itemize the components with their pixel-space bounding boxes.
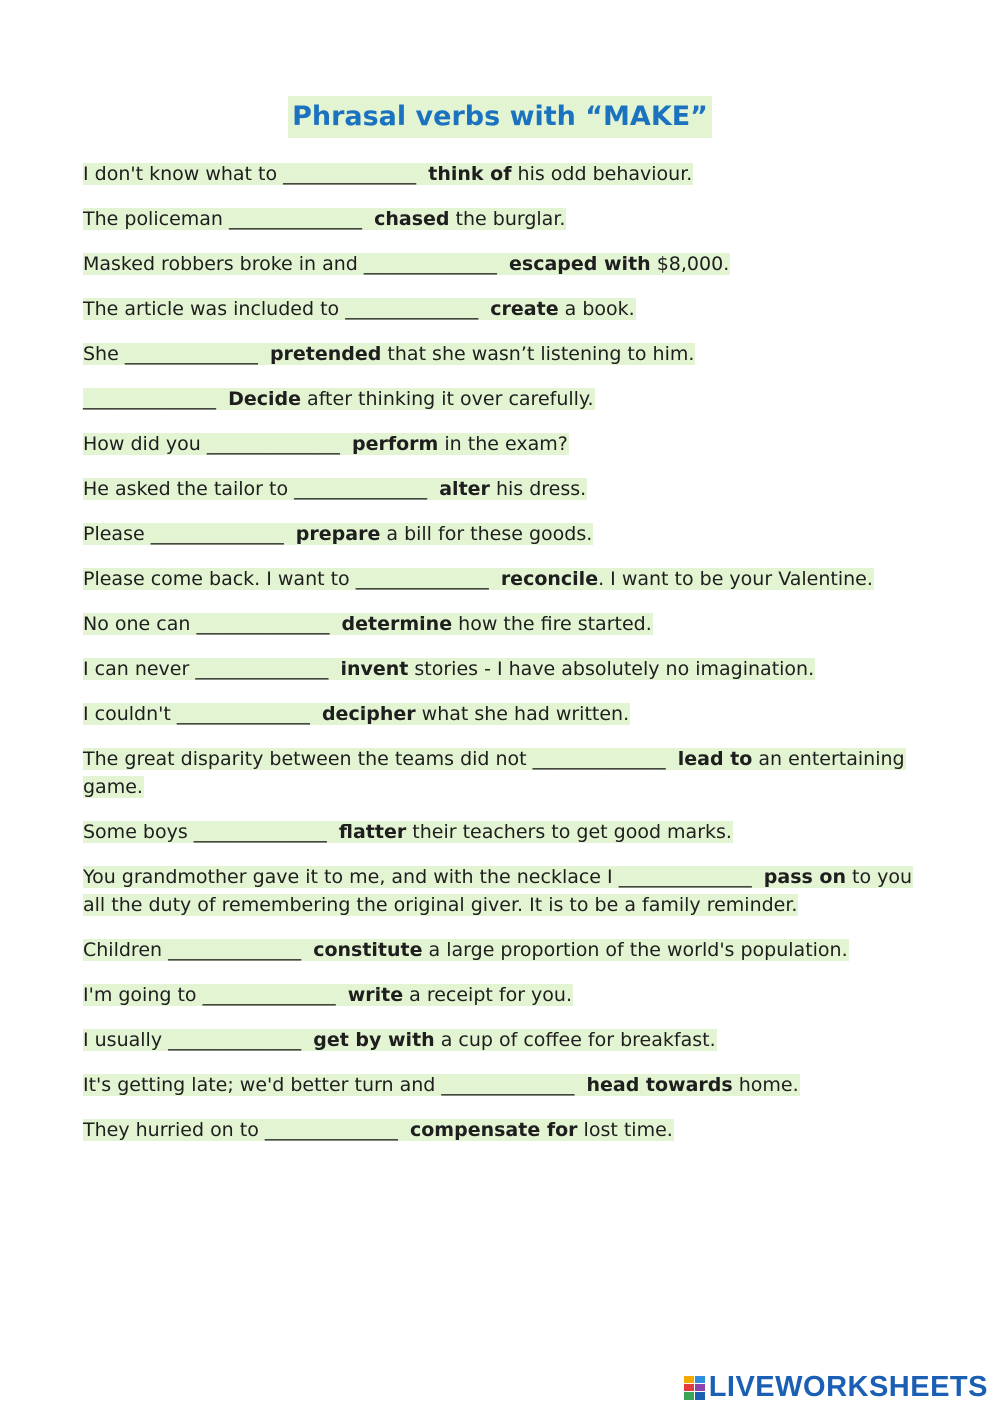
- exercise-sentence: [83, 475, 913, 503]
- answer-blank[interactable]: ______________: [196, 613, 330, 635]
- definition-verb: lead to: [677, 748, 753, 770]
- footer-logo[interactable]: [684, 1371, 988, 1404]
- sentence-before-text: They hurried on to: [83, 1119, 265, 1141]
- page-title: Phrasal verbs with “MAKE”: [288, 96, 712, 138]
- sentence-after-text: a receipt for you.: [403, 984, 572, 1006]
- exercise-sentence: [83, 160, 913, 188]
- definition-verb: create: [490, 298, 559, 320]
- exercise-sentence: [83, 205, 913, 233]
- exercise-sentence: [83, 520, 913, 548]
- sentence-before-text: The policeman: [83, 208, 229, 230]
- exercise-sentence: [83, 818, 913, 846]
- answer-blank[interactable]: ______________: [202, 984, 336, 1006]
- exercise-sentence: [83, 340, 913, 368]
- sentence-before-text: She: [83, 343, 125, 365]
- answer-blank[interactable]: ______________: [532, 748, 666, 770]
- definition-verb: flatter: [338, 821, 407, 843]
- sentence-before-text: Please: [83, 523, 151, 545]
- sentence-after-text: what she had written.: [415, 703, 630, 725]
- answer-blank[interactable]: ______________: [195, 658, 329, 680]
- answer-blank[interactable]: ______________: [618, 866, 752, 888]
- definition-verb: invent: [340, 658, 409, 680]
- definition-verb: escaped with: [509, 253, 651, 275]
- sentence-after-text: stories - I have absolutely no imagination.: [408, 658, 815, 680]
- sentence-after-text: $8,000.: [650, 253, 730, 275]
- answer-blank[interactable]: ______________: [168, 1029, 302, 1051]
- sentence-before-text: Children: [83, 939, 169, 961]
- sentence-before-text: Please come back. I want to: [83, 568, 356, 590]
- sentence-before-text: Some boys: [83, 821, 194, 843]
- exercise-sentence: [83, 610, 913, 638]
- sentence-before-text: You grandmother gave it to me, and with the necklace I: [83, 866, 619, 888]
- sentence-after-text: his odd behaviour.: [511, 163, 693, 185]
- definition-verb: determine: [341, 613, 453, 635]
- answer-blank[interactable]: ______________: [264, 1119, 398, 1141]
- sentence-before-text: I don't know what to: [83, 163, 284, 185]
- sentence-after-text: a cup of coffee for breakfast.: [434, 1029, 716, 1051]
- exercise-sentence: [83, 981, 913, 1009]
- exercise-sentence: [83, 655, 913, 683]
- answer-blank[interactable]: ______________: [441, 1074, 575, 1096]
- sentence-before-text: The great disparity between the teams did not: [83, 748, 533, 770]
- answer-blank[interactable]: ______________: [176, 703, 310, 725]
- sentence-after-text: lost time.: [577, 1119, 673, 1141]
- sentence-after-text: an entertaining game.: [83, 748, 905, 798]
- definition-verb: chased: [374, 208, 450, 230]
- exercise-list: [83, 160, 913, 1161]
- exercise-sentence: [83, 430, 913, 458]
- definition-verb: head towards: [586, 1074, 733, 1096]
- answer-blank[interactable]: ______________: [363, 253, 497, 275]
- exercise-sentence: [83, 745, 913, 801]
- definition-verb: pass on: [763, 866, 847, 888]
- definition-verb: decipher: [321, 703, 416, 725]
- sentence-before-text: How did you: [83, 433, 207, 455]
- definition-verb: pretended: [269, 343, 382, 365]
- sentence-after-text: his dress.: [489, 478, 587, 500]
- definition-verb: get by with: [313, 1029, 435, 1051]
- definition-verb: write: [347, 984, 404, 1006]
- answer-blank[interactable]: ______________: [83, 388, 216, 410]
- answer-blank[interactable]: ______________: [168, 939, 302, 961]
- sentence-before-text: He asked the tailor to: [83, 478, 295, 500]
- exercise-sentence: [83, 385, 913, 413]
- sentence-after-text: a book.: [558, 298, 635, 320]
- answer-blank[interactable]: ______________: [283, 163, 417, 185]
- exercise-sentence: [83, 250, 913, 278]
- answer-blank[interactable]: ______________: [206, 433, 340, 455]
- exercise-sentence: [83, 295, 913, 323]
- sentence-before-text: It's getting late; we'd better turn and: [83, 1074, 442, 1096]
- answer-blank[interactable]: ______________: [294, 478, 428, 500]
- sentence-before-text: I can never: [83, 658, 196, 680]
- answer-blank[interactable]: ______________: [150, 523, 284, 545]
- answer-blank[interactable]: ______________: [193, 821, 327, 843]
- sentence-after-text: in the exam?: [438, 433, 568, 455]
- definition-verb: reconcile: [500, 568, 599, 590]
- exercise-sentence: [83, 863, 913, 919]
- exercise-sentence: [83, 1116, 913, 1144]
- sentence-after-text: a bill for these goods.: [380, 523, 593, 545]
- sentence-before-text: I usually: [83, 1029, 169, 1051]
- definition-verb: compensate for: [409, 1119, 578, 1141]
- sentence-before-text: The article was included to: [83, 298, 346, 320]
- answer-blank[interactable]: ______________: [345, 298, 479, 320]
- answer-blank[interactable]: ______________: [229, 208, 362, 230]
- definition-verb: alter: [439, 478, 490, 500]
- exercise-sentence: [83, 936, 913, 964]
- definition-verb: think of: [428, 163, 512, 185]
- exercise-sentence: [83, 565, 913, 593]
- sentence-before-text: I couldn't: [83, 703, 177, 725]
- sentence-after-text: their teachers to get good marks.: [406, 821, 732, 843]
- logo-text: LIVEWORKSHEETS: [708, 1371, 988, 1403]
- definition-verb: perform: [351, 433, 439, 455]
- sentence-after-text: a large proportion of the world's population.: [422, 939, 848, 961]
- sentence-after-text: to you all the duty of remembering the original giver. It is to be a family reminder.: [83, 866, 913, 916]
- sentence-before-text: No one can: [83, 613, 197, 635]
- sentence-after-text: how the fire started.: [452, 613, 652, 635]
- sentence-after-text: . I want to be your Valentine.: [598, 568, 873, 590]
- answer-blank[interactable]: ______________: [355, 568, 489, 590]
- liveworksheets-logo-icon: [684, 1376, 706, 1400]
- definition-verb: constitute: [313, 939, 423, 961]
- sentence-after-text: after thinking it over carefully.: [301, 388, 594, 410]
- exercise-sentence: [83, 700, 913, 728]
- answer-blank[interactable]: ______________: [124, 343, 258, 365]
- exercise-sentence: [83, 1026, 913, 1054]
- sentence-after-text: home.: [732, 1074, 799, 1096]
- sentence-before-text: I'm going to: [83, 984, 203, 1006]
- sentence-before-text: Masked robbers broke in and: [83, 253, 364, 275]
- sentence-after-text: the burglar.: [449, 208, 566, 230]
- definition-verb: Decide: [228, 388, 302, 410]
- exercise-sentence: [83, 1071, 913, 1099]
- sentence-after-text: that she wasn’t listening to him.: [381, 343, 695, 365]
- definition-verb: prepare: [295, 523, 381, 545]
